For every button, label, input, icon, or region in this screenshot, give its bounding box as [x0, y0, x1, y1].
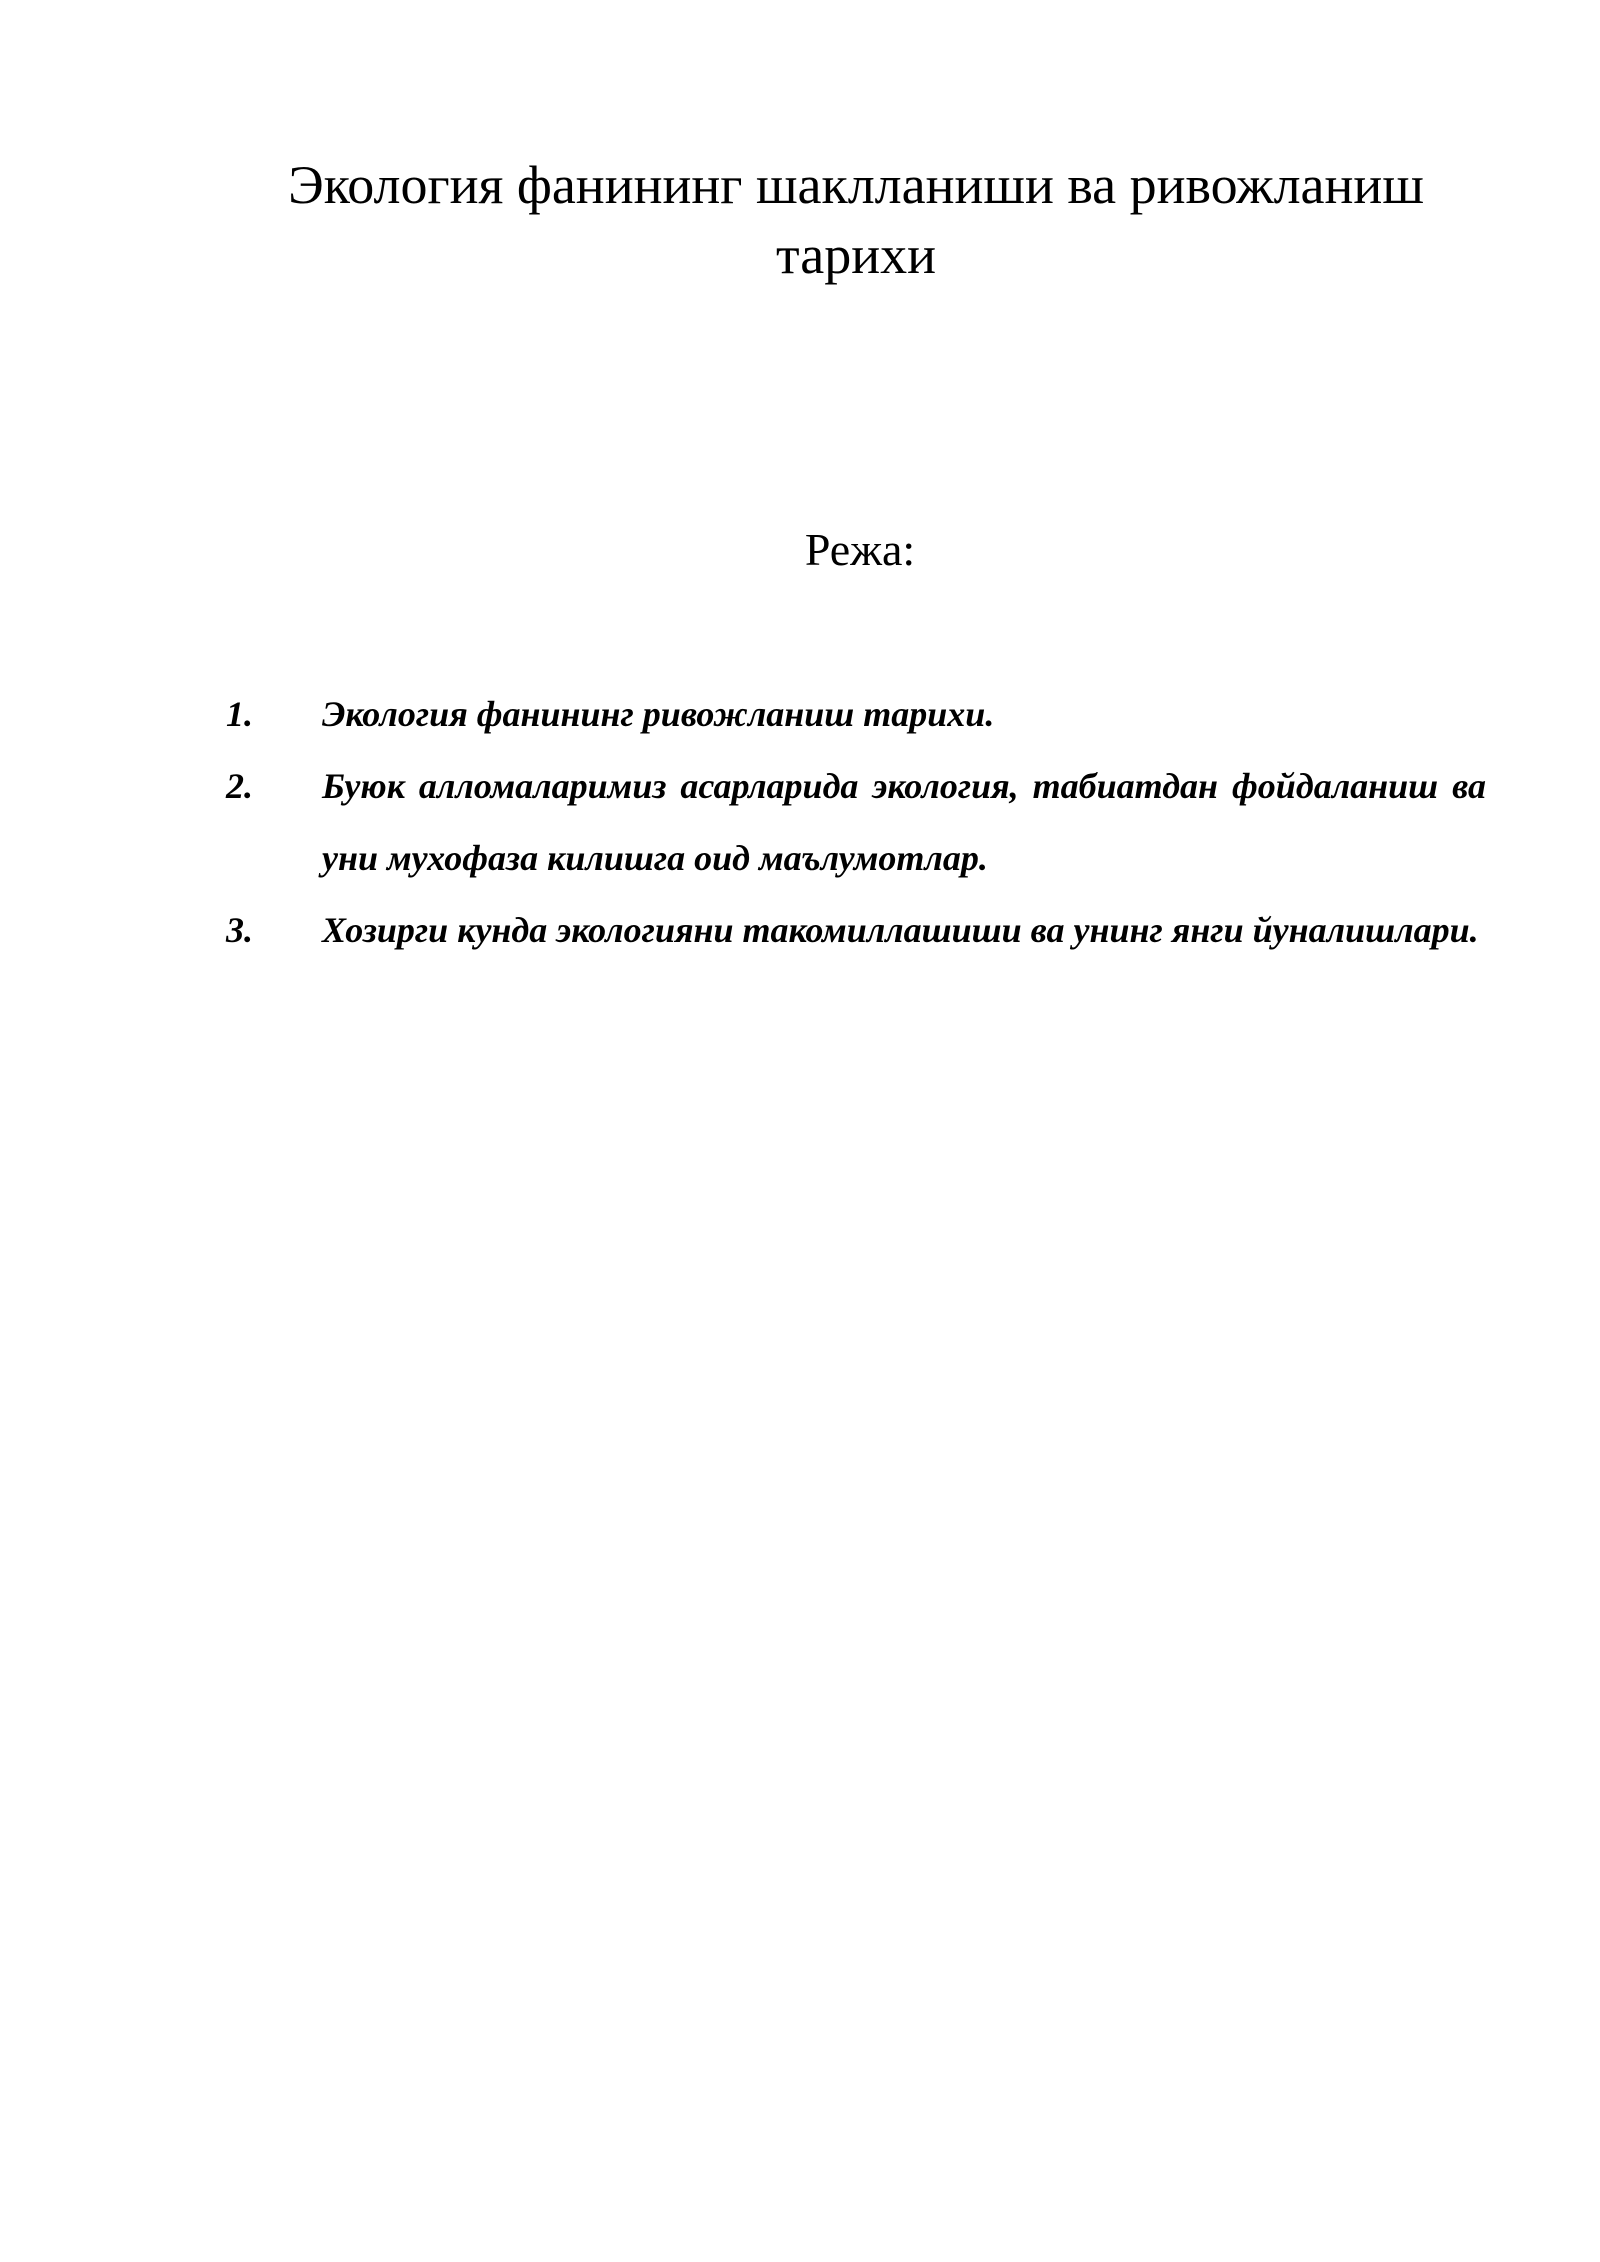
plan-item-number: 2.	[226, 766, 253, 806]
plan-item-1	[226, 678, 1486, 750]
plan-item-text: Буюк алломаларимиз асарларида экология, табиатдан фойдаланиш ва уни мухофаза килишга оид маълумотлар.	[322, 766, 1486, 878]
plan-item-2	[226, 750, 1486, 894]
plan-heading: Режа:	[804, 524, 916, 575]
plan-item-number: 1.	[226, 694, 253, 734]
plan-item-number: 3.	[226, 910, 253, 950]
plan-item-text: Экология фанининг ривожланиш тарихи.	[322, 694, 995, 734]
plan-item-text: Хозирги кунда экологияни такомиллашиши ва унинг янги йуналишлари.	[322, 910, 1479, 950]
document-title: Экология фанининг шаклланиши ва ривожланиш тарихи	[288, 155, 1424, 285]
plan-list	[226, 678, 1486, 966]
plan-item-3	[226, 894, 1486, 966]
